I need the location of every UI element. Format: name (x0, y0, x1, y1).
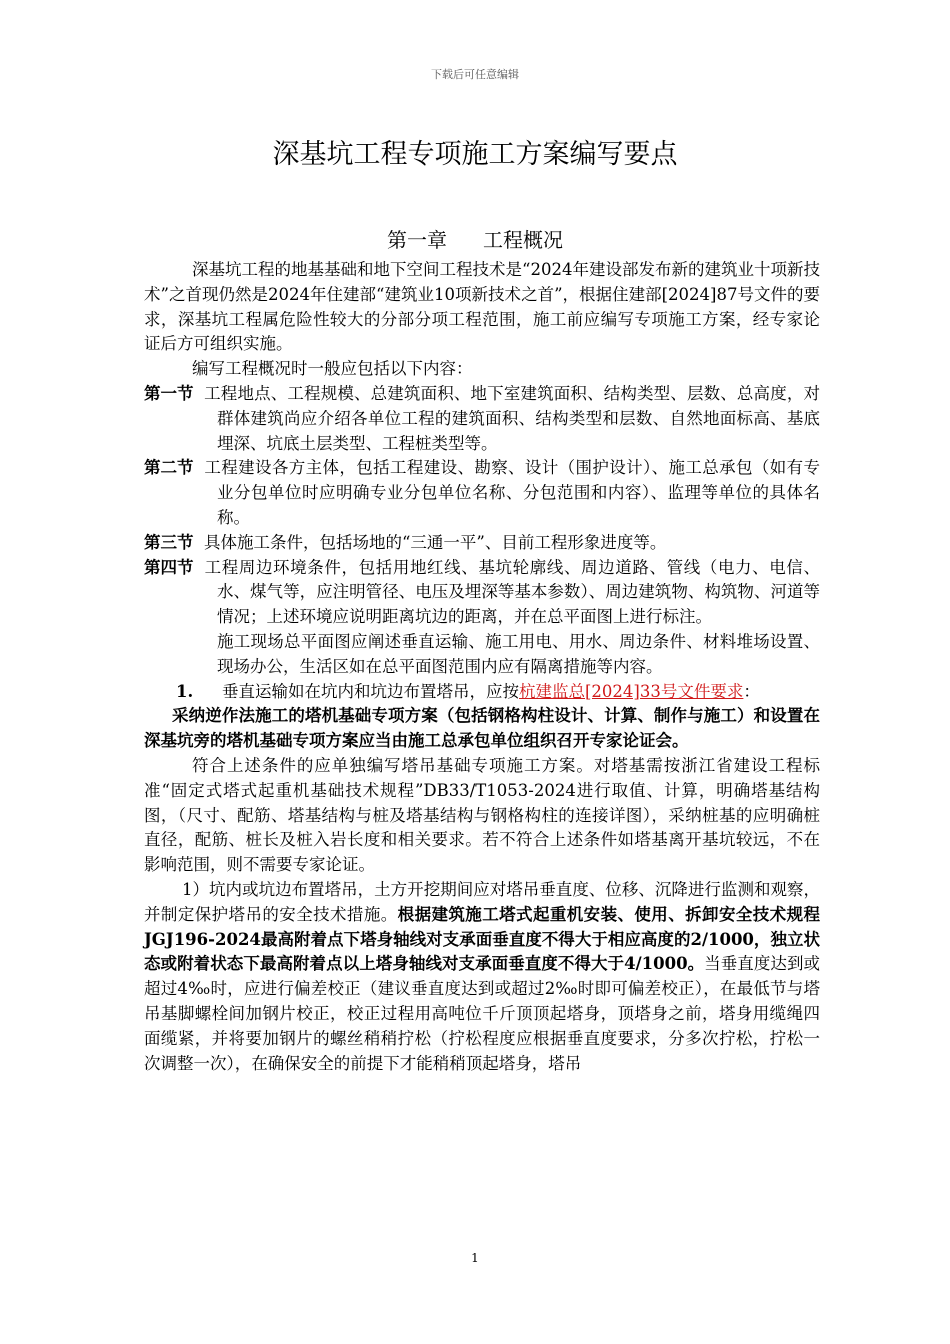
section-2 (144, 456, 820, 530)
section-4-label: 第四节 (144, 557, 194, 577)
monitor-text-1: 1）坑内或坑边布置塔吊，土方开挖期间应对塔吊垂直度、位移、沉降进行监测和观察，并制定保护塔吊的安全技术措施。 (144, 879, 820, 924)
section-1-text: 工程地点、工程规模、总建筑面积、地下室建筑面积、结构类型、层数、总高度，对群体建筑尚应介绍各单位工程的建筑面积、结构类型和层数、自然地面标高、基底埋深、坑底土层类型、工程桩类型等。 (204, 383, 820, 453)
document-title: 深基坑工程专项施工方案编写要点 (272, 139, 678, 170)
section-1-label: 第一节 (144, 383, 194, 403)
item-1-text: 垂直运输如在坑内和坑边布置塔吊，应按 (222, 681, 519, 701)
section-3 (144, 531, 820, 556)
section-2-label: 第二节 (144, 458, 194, 478)
chapter-heading (0, 224, 950, 253)
item-1-number: 1. (176, 681, 194, 701)
tower-paragraph: 符合上述条件的应单独编写塔吊基础专项施工方案。对塔基需按浙江省建设工程标准“固定式塔式起重机基础技术规程”DB33/T1053-2024进行取值、计算，明确塔基结构图，（尺寸、配筋、塔基结构与桩及塔基结构与钢格构柱的连接详图），采纳桩基的应明确桩直径，配筋、桩长及桩入岩长度和相关要求。若不符合上述条件如塔基离开基坑较远，不在影响范围，则不需要专家论证。 (144, 755, 820, 875)
chapter-label: 第一章 (387, 228, 447, 252)
section-2-text: 工程建设各方主体，包括工程建设、勘察、设计（围护设计）、施工总承包（如有专业分包单位时应明确专业分包单位名称、分包范围和内容）、监理等单位的具体名称。 (204, 458, 820, 527)
page-number: 1 (471, 1251, 479, 1265)
section-3-label: 第三节 (144, 532, 194, 552)
monitor-text-2: 当垂直度达到或超过4‰时，应进行偏差校正（建议垂直度达到或超过2‰时即可偏差校正），在最低节与塔吊基脚螺栓间加钢片校正，校正过程用高吨位千斤顶顶起塔身，顶塔身之前，塔身用缆绳四面缆紧，并将要加钢片的螺丝稍稍拧松（拧松程度应根据垂直度要求，分多次拧松，拧松一次调整一次），在确保安全的前提下才能稍稍顶起塔身，塔吊 (144, 954, 821, 1073)
monitor-bold-text: 根据建筑施工塔式起重机安装、使用、拆卸安全技术规程JGJ196-2024最高附着点下塔身轴线对支承面垂直度不得大于相应高度的2/1000，独立状态或附着状态下最高附着点以上塔身轴线对支承面垂直度不得大于4/1000。 (144, 904, 821, 974)
item-1 (144, 680, 820, 705)
document-body (144, 258, 820, 1076)
item-1-bold-paragraph: 采纳逆作法施工的塔机基础专项方案（包括钢格构柱设计、计算、制作与施工）和设置在深基坑旁的塔机基础专项方案应当由施工总承包单位组织召开专家论证会。 (144, 706, 820, 751)
regulation-link[interactable]: 杭建监总[2024]33号文件要求 (519, 681, 744, 701)
section-1 (144, 382, 820, 456)
monitor-paragraph (144, 878, 820, 1076)
intro-paragraph-2: 编写工程概况时一般应包括以下内容： (192, 359, 473, 379)
section-4-extra: 施工现场总平面图应阐述垂直运输、施工用电、用水、周边条件、材料堆场设置、现场办公，生活区如在总平面图范围内应有隔离措施等内容。 (217, 631, 820, 676)
chapter-name: 工程概况 (483, 228, 563, 252)
item-1-colon: ： (743, 681, 760, 701)
intro-paragraph: 深基坑工程的地基基础和地下空间工程技术是“2024年建设部发布新的建筑业十项新技术”之首现仍然是2024年住建部“建筑业10项新技术之首”，根据住建部[2024]87号文件的要求，深基坑工程属危险性较大的分部分项工程范围，施工前应编写专项施工方案，经专家论证后方可组织实施。 (144, 260, 820, 354)
section-3-text: 具体施工条件，包括场地的“三通一平”、目前工程形象进度等。 (204, 532, 667, 552)
section-4 (144, 556, 820, 630)
header-note: 下载后可任意编辑 (431, 68, 519, 81)
section-4-text: 工程周边环境条件，包括用地红线、基坑轮廓线、周边道路、管线（电力、电信、水、煤气等，应注明管径、电压及埋深等基本参数）、周边建筑物、构筑物、河道等情况；上述环境应说明距离坑边的距离，并在总平面图上进行标注。 (204, 557, 820, 627)
